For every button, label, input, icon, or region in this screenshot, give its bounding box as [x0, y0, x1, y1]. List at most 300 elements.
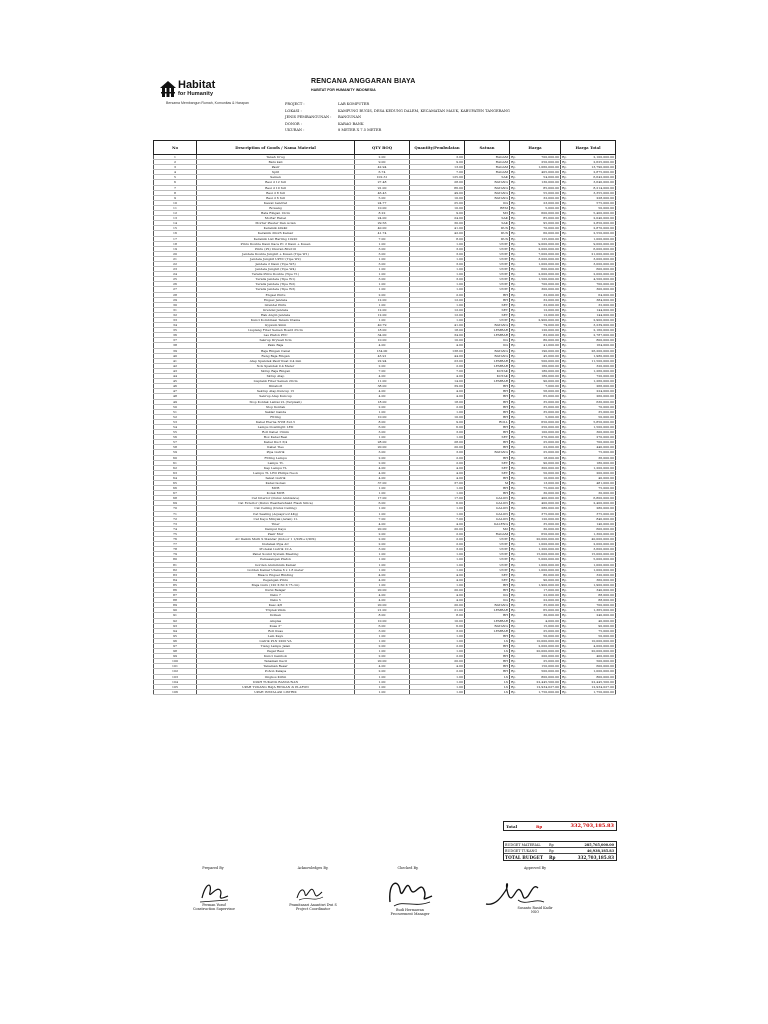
cell-total-currency: Rp [561, 506, 569, 511]
cell-qty-boq: 2.00 [355, 669, 410, 674]
cell-price: 1,500,000.00 [518, 277, 561, 282]
header-unit: Satuan [465, 141, 510, 155]
cell-unit: BH [465, 409, 510, 414]
cell-no: 100 [154, 659, 197, 664]
cell-unit: KG [465, 598, 510, 603]
cell-description: Triplek 9mm [197, 608, 355, 613]
cell-qty-boq: 102.31 [355, 175, 410, 180]
cell-price-currency: Rp [510, 526, 518, 531]
cell-total-currency: Rp [561, 389, 569, 394]
cell-qty-boq: 21.00 [355, 608, 410, 613]
cell-no: 94 [154, 628, 197, 633]
cell-price: 1,000,000.00 [518, 562, 561, 567]
cell-total-currency: Rp [561, 501, 569, 506]
cell-price: 85,000.00 [518, 216, 561, 221]
cell-description: Pipa Listrik [197, 450, 355, 455]
cell-unit: DUS [465, 226, 510, 231]
cell-description: Kap Lampu TL [197, 465, 355, 470]
cell-price-currency: Rp [510, 404, 518, 409]
cell-quantity-rounded: 25.00 [410, 200, 465, 205]
cell-price-currency: Rp [510, 593, 518, 598]
cell-description: Jendela Jungkit UPVC (Tipe W2) [197, 256, 355, 261]
header-no: No [154, 141, 197, 155]
cell-total-currency: Rp [561, 552, 569, 557]
cell-unit: KOTAK [465, 368, 510, 373]
cell-total-currency: Rp [561, 414, 569, 419]
project-info-row [285, 121, 510, 128]
project-info-value: KAMPUNG BUGIS, DESA KEDUNG DALEM, KECAMATAN MAUK, KABUPATEN TANGERANG [338, 108, 510, 113]
cell-quantity-rounded: 4.00 [410, 593, 465, 598]
cell-unit: GALON [465, 506, 510, 511]
cell-price-currency: Rp [510, 236, 518, 241]
cell-no: 51 [154, 409, 197, 414]
cell-qty-boq: 4.00 [355, 577, 410, 582]
cell-qty-boq: 1.00 [355, 649, 410, 654]
cell-qty-boq: 2.00 [355, 542, 410, 547]
cell-qty-boq: 1.00 [355, 486, 410, 491]
cell-description: Pintu (P2) Ukuran 80x210 [197, 246, 355, 251]
cell-quantity-rounded: 4.00 [410, 470, 465, 475]
cell-description: Teralis Jendela (Tipe W3) [197, 287, 355, 292]
project-info-value: KARAO BANK [338, 121, 364, 126]
cell-qty-boq: 2.00 [355, 537, 410, 542]
cell-quantity-rounded: 10.00 [410, 205, 465, 210]
cell-price-currency: Rp [510, 603, 518, 608]
total-value: 332,703,185.83 [570, 823, 614, 829]
cell-description: Paku Baja [197, 343, 355, 348]
cell-unit: ROLL [465, 419, 510, 424]
cell-unit: RAGAM [465, 165, 510, 170]
cell-total-currency: Rp [561, 481, 569, 486]
cell-total: 3,600,000.00 [569, 547, 616, 552]
cell-price: 270,000.00 [518, 435, 561, 440]
cell-description: UPAH TUKANG BAJA RINGAN & PLAFON [197, 684, 355, 689]
cell-price-currency: Rp [510, 205, 518, 210]
cell-total-currency: Rp [561, 526, 569, 531]
cell-quantity-rounded: 6.00 [410, 623, 465, 628]
cell-description: Keramik 20x25 Kamar [197, 231, 355, 236]
cell-price-currency: Rp [510, 399, 518, 404]
cell-total-currency: Rp [561, 272, 569, 277]
cell-total-currency: Rp [561, 277, 569, 282]
cell-qty-boq: 4.00 [355, 389, 410, 394]
cell-unit: LEMBAR [465, 628, 510, 633]
cell-price: 180,000.00 [518, 374, 561, 379]
cell-no: 72 [154, 516, 197, 521]
header-total: Harga Total [561, 141, 616, 155]
cell-qty-boq: 1.00 [355, 506, 410, 511]
cell-total: 50,000.00 [569, 633, 616, 638]
cell-price-currency: Rp [510, 424, 518, 429]
cell-price: 1,000,000.00 [518, 261, 561, 266]
cell-total: 1,750,000.00 [569, 689, 616, 694]
cell-total-currency: Rp [561, 486, 569, 491]
cell-quantity-rounded: 4.00 [410, 521, 465, 526]
cell-quantity-rounded: 1.00 [410, 409, 465, 414]
cell-total: 700,000.00 [569, 603, 616, 608]
cell-price-currency: Rp [510, 679, 518, 684]
cell-no: 41 [154, 358, 197, 363]
cell-qty-boq: 1.00 [355, 567, 410, 572]
cell-price-currency: Rp [510, 562, 518, 567]
cell-total-currency: Rp [561, 577, 569, 582]
cell-price-currency: Rp [510, 282, 518, 287]
cell-no: 1 [154, 155, 197, 160]
cell-unit: DUS [465, 236, 510, 241]
cell-quantity-rounded: 4.00 [410, 577, 465, 582]
handwritten-signature-3 [384, 872, 436, 912]
cell-quantity-rounded: 1.00 [410, 506, 465, 511]
cell-price: 500,000.00 [518, 669, 561, 674]
cell-qty-boq: 1.00 [355, 638, 410, 643]
cell-total-currency: Rp [561, 231, 569, 236]
cell-price: 400,000.00 [518, 501, 561, 506]
cell-description: Batu kali [197, 160, 355, 165]
cell-price: 50,000.00 [518, 470, 561, 475]
cell-qty-boq: 18.00 [355, 328, 410, 333]
cell-unit: LEMBAR [465, 379, 510, 384]
cell-quantity-rounded: 1.00 [410, 282, 465, 287]
cell-total: 2,400,000.00 [569, 501, 616, 506]
cell-quantity-rounded: 12.00 [410, 307, 465, 312]
cell-description: Saklar Ganda [197, 409, 355, 414]
budget-value: 46,938,185.83 [586, 848, 614, 853]
cell-total: 70,000.00 [569, 404, 616, 409]
cell-total: 228,000.00 [569, 195, 616, 200]
cell-total-currency: Rp [561, 165, 569, 170]
cell-price: 65,000.00 [518, 394, 561, 399]
cell-total: 32,000.00 [569, 302, 616, 307]
cell-total: 600,000.00 [569, 664, 616, 669]
cell-qty-boq: 10.00 [355, 618, 410, 623]
cell-description: Besi d 8 full [197, 190, 355, 195]
cell-quantity-rounded: 49.00 [410, 190, 465, 195]
budget-value: 332,703,185.83 [577, 854, 614, 860]
cell-description: Mortar Hebel [197, 216, 355, 221]
cell-qty-boq: 10.00 [355, 338, 410, 343]
cell-description: Kabel Ties [197, 445, 355, 450]
cell-total: 5,850,000.00 [569, 419, 616, 424]
cell-description: Tiner [197, 521, 355, 526]
cell-price-currency: Rp [510, 165, 518, 170]
cell-unit: UNIT [465, 282, 510, 287]
cell-qty-boq: 37.00 [355, 481, 410, 486]
cell-quantity-rounded: 10.00 [410, 414, 465, 419]
cell-no: 2 [154, 160, 197, 165]
cell-price: 250,000.00 [518, 160, 561, 165]
cell-price-currency: Rp [510, 409, 518, 414]
cell-price-currency: Rp [510, 496, 518, 501]
signatory-name: Ferman Yusuf [202, 903, 226, 907]
cell-quantity-rounded: 3.00 [410, 261, 465, 266]
cell-description: Kotak MCB [197, 491, 355, 496]
cell-unit: LEMBAR [465, 618, 510, 623]
cell-no: 75 [154, 531, 197, 536]
cell-quantity-rounded: 7.00 [410, 516, 465, 521]
cell-qty-boq: 7.00 [355, 236, 410, 241]
cell-no: 8 [154, 190, 197, 195]
cell-unit: BH [465, 414, 510, 419]
cell-qty-boq: 27.48 [355, 180, 410, 185]
cell-quantity-rounded: 7.00 [410, 368, 465, 373]
cell-total: 12,934,027.00 [569, 684, 616, 689]
cell-qty-boq: 4.00 [355, 465, 410, 470]
cell-no: 22 [154, 261, 197, 266]
cell-total-currency: Rp [561, 348, 569, 353]
cell-unit: LEMBAR [465, 333, 510, 338]
cell-quantity-rounded: 10.00 [410, 195, 465, 200]
cell-no: 86 [154, 587, 197, 592]
cell-total-currency: Rp [561, 593, 569, 598]
cell-quantity-rounded: 4.00 [410, 598, 465, 603]
cell-unit: SET [465, 577, 510, 582]
cell-description: Teralis Pintu Double (Tipe T1) [197, 272, 355, 277]
cell-price-currency: Rp [510, 638, 518, 643]
cell-total: 270,000.00 [569, 435, 616, 440]
signature-caption: Checked By, [397, 866, 419, 870]
header-description: Description of Goods / Nama Material [197, 141, 355, 155]
cell-description: Engsel Pintu [197, 292, 355, 297]
cell-no: 60 [154, 455, 197, 460]
cell-price-currency: Rp [510, 170, 518, 175]
cell-no: 98 [154, 649, 197, 654]
cell-price-currency: Rp [510, 190, 518, 195]
budget-label: TOTAL BUDGET [505, 854, 544, 860]
cell-quantity-rounded: 1.00 [410, 318, 465, 323]
cell-quantity-rounded: 39.00 [410, 384, 465, 389]
cell-price: 20,000,000.00 [518, 649, 561, 654]
cell-total-currency: Rp [561, 180, 569, 185]
cell-price-currency: Rp [510, 435, 518, 440]
cell-price: 3,000,000.00 [518, 256, 561, 261]
cell-qty-boq: 1.00 [355, 302, 410, 307]
cell-qty-boq: 20.00 [355, 587, 410, 592]
cell-total: 2,000,000.00 [569, 272, 616, 277]
cell-unit: BATANG [465, 353, 510, 358]
cell-total-currency: Rp [561, 470, 569, 475]
cell-total: 3,355,000.00 [569, 190, 616, 195]
cell-price-currency: Rp [510, 302, 518, 307]
cell-qty-boq: 3.00 [355, 547, 410, 552]
cell-description: Besi d 6 full [197, 195, 355, 200]
cell-price-currency: Rp [510, 618, 518, 623]
header-price: Harga [510, 141, 561, 155]
cell-price: 25,000.00 [518, 628, 561, 633]
cell-qty-boq: 2.00 [355, 455, 410, 460]
cell-total-currency: Rp [561, 598, 569, 603]
cell-price: 80,000.00 [518, 338, 561, 343]
cell-quantity-rounded: 1.00 [410, 557, 465, 562]
cell-quantity-rounded: 17.00 [410, 496, 465, 501]
cell-total: 1,300,000.00 [569, 531, 616, 536]
cell-quantity-rounded: 3.00 [410, 547, 465, 552]
cell-no: 63 [154, 470, 197, 475]
cell-no: 67 [154, 491, 197, 496]
cell-quantity-rounded: 41.00 [410, 323, 465, 328]
cell-qty-boq: 4.00 [355, 593, 410, 598]
cell-quantity-rounded: 9.00 [410, 419, 465, 424]
cell-price-currency: Rp [510, 542, 518, 547]
cell-price-currency: Rp [510, 572, 518, 577]
cell-description: Kaso 4/6 [197, 603, 355, 608]
cell-total-currency: Rp [561, 531, 569, 536]
cell-total: 10,000,000.00 [569, 638, 616, 643]
cell-no: 82 [154, 567, 197, 572]
cell-description: Cat Sealing (Aquaproof 4Kg) [197, 511, 355, 516]
signature-block-prepared [188, 866, 238, 870]
cell-quantity-rounded: 2.00 [410, 644, 465, 649]
cell-qty-boq: 1.00 [355, 562, 410, 567]
cell-qty-boq: 4.00 [355, 572, 410, 577]
cell-description: Gorden Aluminium Kamar [197, 562, 355, 567]
cell-total: 5,400,000.00 [569, 211, 616, 216]
cell-quantity-rounded: 4.00 [410, 343, 465, 348]
cell-no: 88 [154, 598, 197, 603]
cell-total: 280,000.00 [569, 506, 616, 511]
project-info-key: DONOR : [285, 121, 302, 126]
cell-price-currency: Rp [510, 440, 518, 445]
cell-qty-boq: 1.00 [355, 582, 410, 587]
cell-description: Pasir Mur [197, 531, 355, 536]
cell-unit: M [465, 481, 510, 486]
cell-unit: BH [465, 445, 510, 450]
cell-qty-boq: 20.00 [355, 603, 410, 608]
cell-no: 101 [154, 664, 197, 669]
cell-total: 90,000.00 [569, 623, 616, 628]
cell-price-currency: Rp [510, 155, 518, 160]
cell-no: 5 [154, 175, 197, 180]
cell-total-currency: Rp [561, 664, 569, 669]
cell-description: Dolken [197, 613, 355, 618]
cell-price-currency: Rp [510, 307, 518, 312]
cell-total-currency: Rp [561, 287, 569, 292]
cell-no: 11 [154, 205, 197, 210]
cell-unit: BH [465, 587, 510, 592]
cell-total: 360,000.00 [569, 577, 616, 582]
cell-no: 70 [154, 506, 197, 511]
cell-qty-boq: 2.00 [355, 460, 410, 465]
cell-total: 240,000.00 [569, 613, 616, 618]
header-qty-boq: QTY BOQ [355, 141, 410, 155]
project-info-row [285, 108, 510, 115]
cell-no: 35 [154, 328, 197, 333]
cell-description: Proteksi Listrik 10 A [197, 547, 355, 552]
cell-qty-boq: 2.00 [355, 531, 410, 536]
cell-total-currency: Rp [561, 557, 569, 562]
cell-qty-boq: 43.91 [355, 353, 410, 358]
cell-total: 75,000.00 [569, 628, 616, 633]
cell-quantity-rounded: 2.00 [410, 537, 465, 542]
cell-total-currency: Rp [561, 343, 569, 348]
cell-total: 140,000.00 [569, 521, 616, 526]
cell-no: 52 [154, 414, 197, 419]
cell-description: Panel Sound System Meeting [197, 552, 355, 557]
cell-total: 630,000.00 [569, 399, 616, 404]
cell-qty-boq: 17.00 [355, 496, 410, 501]
cell-unit: BATANG [465, 185, 510, 190]
cell-no: 84 [154, 577, 197, 582]
cell-unit: BH [465, 582, 510, 587]
cell-no: 68 [154, 496, 197, 501]
cell-description: UPAH TUKANG BANGUNAN [197, 679, 355, 684]
cell-total: 600,000.00 [569, 267, 616, 272]
cell-quantity-rounded: 1.00 [410, 684, 465, 689]
cell-price-currency: Rp [510, 491, 518, 496]
cell-price: 22,000.00 [518, 598, 561, 603]
cell-total-currency: Rp [561, 246, 569, 251]
cell-no: 73 [154, 521, 197, 526]
cell-quantity-rounded: 3.00 [410, 277, 465, 282]
cell-price: 32,000.00 [518, 292, 561, 297]
cell-no: 43 [154, 368, 197, 373]
cell-total-currency: Rp [561, 190, 569, 195]
cell-qty-boq: 1.00 [355, 552, 410, 557]
cell-no: 83 [154, 572, 197, 577]
cell-price: 41,000.00 [518, 343, 561, 348]
cell-unit: BESI [465, 205, 510, 210]
cell-qty-boq: 1.00 [355, 674, 410, 679]
cell-total-currency: Rp [561, 241, 569, 246]
cell-no: 80 [154, 557, 197, 562]
cell-no: 62 [154, 465, 197, 470]
cell-price: 90,000.00 [518, 379, 561, 384]
cell-no: 48 [154, 394, 197, 399]
cell-qty-boq: 8.00 [355, 613, 410, 618]
cell-price: 2,000,000.00 [518, 644, 561, 649]
cell-unit: KG [465, 338, 510, 343]
cell-no: 15 [154, 226, 197, 231]
cell-unit: UNIT [465, 567, 510, 572]
cell-description: Keramik List Harling 10x20 [197, 236, 355, 241]
cell-unit: SET [465, 470, 510, 475]
cell-unit: BH [465, 654, 510, 659]
cell-price: 13,000.00 [518, 481, 561, 486]
cell-total-currency: Rp [561, 669, 569, 674]
cell-price: 30,000.00 [518, 491, 561, 496]
cell-price-currency: Rp [510, 659, 518, 664]
cell-total: 88,000.00 [569, 593, 616, 598]
cell-qty-boq: 1.00 [355, 633, 410, 638]
cell-no: 14 [154, 221, 197, 226]
cell-no: 74 [154, 526, 197, 531]
cell-no: 96 [154, 638, 197, 643]
cell-total-currency: Rp [561, 445, 569, 450]
cell-price-currency: Rp [510, 455, 518, 460]
cell-description: Tiang Lampu Jalan [197, 644, 355, 649]
cell-total-currency: Rp [561, 689, 569, 694]
cell-qty-boq: 29.56 [355, 221, 410, 226]
cell-total: 6,000,000.00 [569, 246, 616, 251]
cell-qty-boq: 4.00 [355, 598, 410, 603]
cell-total-currency: Rp [561, 613, 569, 618]
cell-no: 21 [154, 256, 197, 261]
cell-unit: BH [465, 613, 510, 618]
cell-total-currency: Rp [561, 251, 569, 256]
cell-quantity-rounded: 1.00 [410, 241, 465, 246]
cell-qty-boq: 2.00 [355, 404, 410, 409]
cell-qty-boq: 28.00 [355, 440, 410, 445]
cell-unit: UNIT [465, 267, 510, 272]
cell-description: Instalasi Pipa AC [197, 542, 355, 547]
cell-description: Box Kabel Besi [197, 435, 355, 440]
cell-total-currency: Rp [561, 430, 569, 435]
house-logo-icon [160, 80, 177, 98]
cell-price: 35,000.00 [518, 603, 561, 608]
cell-no: 19 [154, 246, 197, 251]
cell-total: 700,000.00 [569, 440, 616, 445]
cell-no: 61 [154, 460, 197, 465]
cell-price: 2,900,000.00 [518, 318, 561, 323]
